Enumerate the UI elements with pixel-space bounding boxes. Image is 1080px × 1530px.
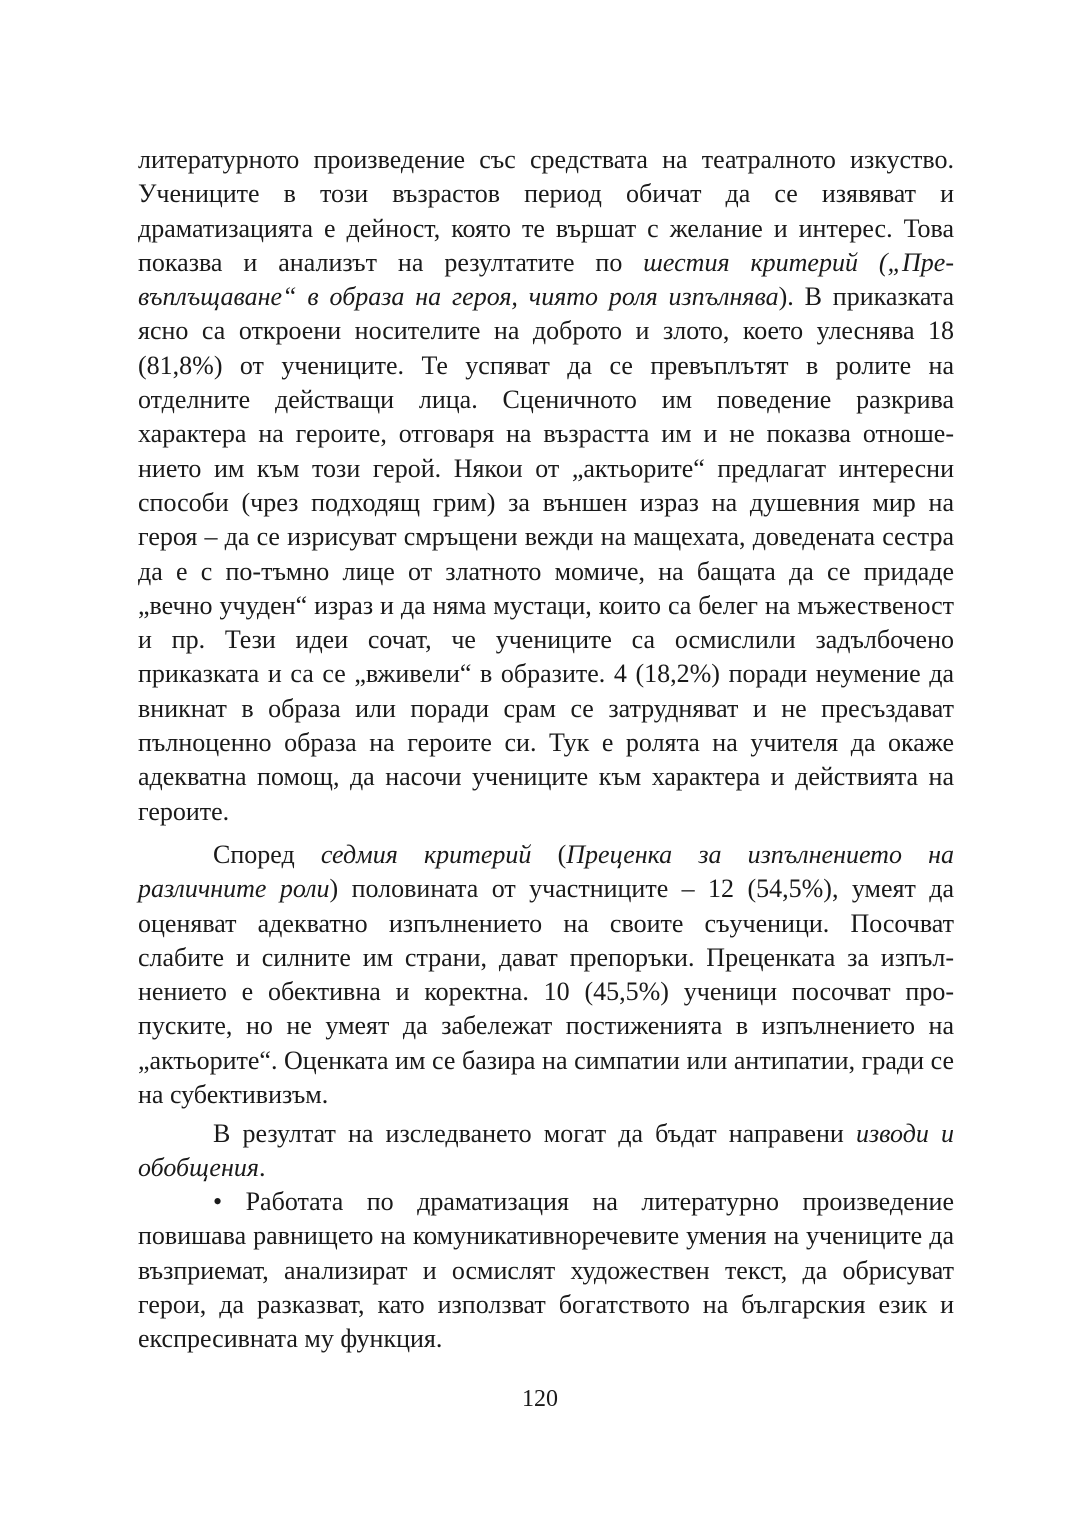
paragraph-text: ) половината от участниците – 12 (54,5%), умеят да оценяват адекватно изпълнението на своите съученици. Посочват слабите и силните им страни, дават препоръки. Преценката за изпълнението е обективна и коректна. 10 (45,5%) ученици посочват пропуските, но не умеят да забележат постиженията в изпълнението на „актьорите“. Оценката им се базира на симпатии или антипатии, гради се на субективизъм. [138, 874, 954, 1110]
italic-criterion-text: шестия критерий („Превъплъщаване“ в образа на героя, чиято роля изпълнява [138, 247, 955, 312]
paragraph-conclusions-intro [138, 1117, 954, 1186]
paragraph-text: В резултат на изследването могат да бъдат направени [213, 1119, 856, 1148]
paragraph-seventh-criterion [138, 838, 954, 1112]
italic-conclusions-text: изводи и обобщения [138, 1119, 954, 1183]
bullet-text: • Работата по драматизация на литературно произведение повишава равнището на комуникативноречевите умения на учениците да възприемат, анализират и осмислят художествен текст, да обрисуват герои, да разказват, като използват богатството на българския език и експресивната му функция. [138, 1187, 954, 1354]
page-number: 120 [522, 1386, 558, 1412]
paragraph-text: ). В приказката ясно са откроени носителите на доброто и злото, което улеснява 18 (81,8%) от учениците. Те успяват да се превъплътят в ролите на отделните действащи лица. Сценичното им поведение разкрива характера на героите, отговаря на възрастта им и не показва отношението им към този герой. Някои от „актьорите“ предлагат интересни способи (чрез подходящ грим) за външен израз на душевния мир на героя – да се изрисуват смръщени вежди на мащехата, доведената сестра да е с по-тъмно лице от златното момиче, на бащата да се придаде „вечно учуден“ израз и да няма мустаци, които са белег на мъжественост и пр. Тези идеи сочат, че учениците са осмислили задълбочено приказката и са се „вживели“ в образите. 4 (18,2%) поради неумение да вникнат в образа или поради срам се затрудняват и не пресъздават пълноценно образа на героите си. Тук е ролята на учителя да окаже адекватна помощ, да насочи учениците към характера и действията на героите. [138, 282, 954, 826]
paragraph-sixth-criterion [138, 143, 954, 829]
paragraph-text: . [258, 1153, 266, 1183]
paragraph-text: Според [213, 840, 321, 869]
italic-criterion-title: Преценка за изпълнението на различните роли [138, 840, 955, 904]
italic-criterion-text: седмия критерий [320, 840, 532, 869]
paragraph-text: ( [531, 840, 567, 869]
paragraph-text: литературното произведение със средствата на театралното изкуство. Учениците в този възрастов период обичат да се изявяват и драматизацията е дейност, която те вършат с желание и интерес. Това показва и анализът на резултатите по [138, 145, 954, 277]
paragraph-bullet-conclusion [138, 1185, 954, 1356]
